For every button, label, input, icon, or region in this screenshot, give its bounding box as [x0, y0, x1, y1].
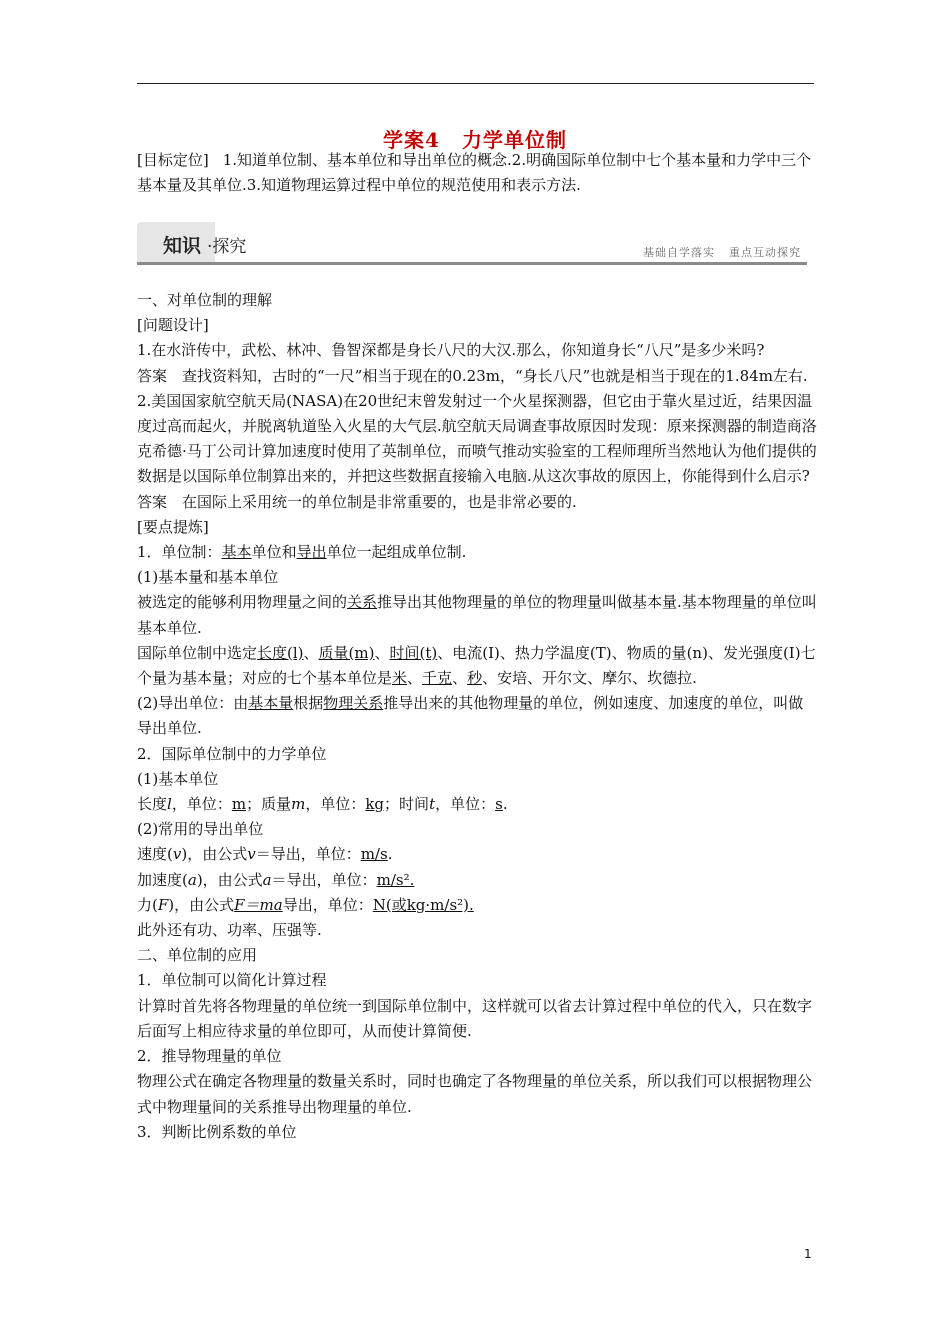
variable: a	[262, 870, 272, 889]
text-run: ＝导出，单位：	[255, 845, 361, 864]
force-line	[137, 893, 817, 918]
text-run: 推导出来的其他物理量的单位，例如速度、加速度的单位，叫做导出单位.	[137, 694, 804, 738]
main-content	[137, 288, 817, 1145]
text-run: 长度	[137, 795, 168, 814]
answer-blank: s	[495, 795, 503, 814]
application-1-text: 计算时首先将各物理量的单位统一到国际单位制中，这样就可以省去计算过程中单位的代入，只在数字后面写上相应待求量的单位即可，从而使计算简便.	[137, 996, 813, 1040]
objective-paragraph	[137, 148, 817, 198]
text-run: ；质量	[246, 795, 292, 814]
acceleration-line	[137, 868, 817, 893]
answer-blank: 导出	[296, 543, 327, 562]
variable: t	[429, 795, 436, 814]
page-number: 1	[804, 1247, 812, 1261]
answer-blank: 长度(l)	[257, 643, 304, 662]
text-run: )，由公式	[168, 895, 235, 914]
answer-blank: 米	[392, 669, 408, 688]
text-run: 推导出其他物理量的单位的物理量叫做基本量.基本物理量的单位叫基本单位.	[137, 593, 817, 637]
banner-title-main: 知识	[163, 235, 202, 257]
text-run: (2)导出单位：由	[137, 694, 249, 713]
text-run: .	[502, 795, 508, 814]
banner-tagline-b: 重点互动探究	[729, 246, 801, 259]
text-run: 国际单位制中选定	[137, 643, 258, 662]
text-run: 、	[452, 669, 468, 688]
variable: l	[167, 795, 172, 814]
text-run: 、	[407, 669, 423, 688]
answer-blank: 千克	[422, 669, 453, 688]
text-run: 、	[303, 643, 319, 662]
answer-blank: m/s².	[376, 870, 415, 889]
section-heading-2: 二、单位制的应用	[137, 946, 258, 965]
text-run: ；时间	[384, 795, 430, 814]
text-run: ＝导出，单位：	[271, 870, 377, 889]
banner-title	[163, 231, 246, 258]
point-1	[137, 540, 817, 565]
answer-1: 答案 查找资料知，古时的“一尺”相当于现在的0.23m，“身长八尺”也就是相当于现在的1.84m左右.	[137, 366, 808, 385]
answer-blank: kg	[365, 795, 385, 814]
banner-rule	[137, 262, 807, 265]
variable: v	[247, 845, 256, 864]
objective-text: 1.知道单位制、基本单位和导出单位的概念.2.明确国际单位制中七个基本量和力学中三个基本量及其单位.3.知道物理运算过程中单位的规范使用和表示方法.	[137, 151, 812, 194]
point-1a-text	[137, 590, 817, 640]
answer-blank: 秒	[467, 669, 483, 688]
section-banner	[137, 222, 807, 266]
point-1a-heading: (1)基本量和基本单位	[137, 568, 279, 587]
answer-2: 答案 在国际上采用统一的单位制是非常重要的，也是非常必要的.	[137, 492, 577, 511]
key-points-label: [要点提炼]	[137, 517, 209, 536]
variable: a	[187, 870, 197, 889]
answer-blank: m	[231, 795, 247, 814]
text-run: 单位和	[251, 543, 297, 562]
banner-tagline-a: 基础自学落实	[643, 246, 715, 259]
point-1b	[137, 691, 817, 741]
text-run: .	[387, 845, 393, 864]
text-run: 加速度(	[137, 870, 188, 889]
text-run: )，由公式	[181, 845, 248, 864]
text-run: ，单位：	[435, 795, 496, 814]
question-2: 2.美国国家航空航天局(NASA)在20世纪末曾发射过一个火星探测器，但它由于靠火星过近，结果因温度过高而起火，并脱离轨道坠入火星的大气层.航空航天局调查事故原因时发现：原来探测器的制造商洛克希德·马丁公司计算加速度时使用了英制单位，而喷气推动实验室的工程师理所当然地认为他们提供的数据是以国际单位制算出来的，并把这些数据直接输入电脑.从这次事故的原因上，你能得到什么启示?	[137, 391, 817, 486]
application-2-heading: 2．推导物理量的单位	[137, 1047, 282, 1066]
text-run: 力(	[137, 895, 158, 914]
question-1: 1.在水浒传中，武松、林冲、鲁智深都是身长八尺的大汉.那么，你知道身长“八尺”是多少米吗?	[137, 341, 765, 360]
variable: m	[291, 795, 306, 814]
title-main: 学案4	[383, 128, 440, 152]
banner-subtitle: ·探究	[207, 237, 247, 257]
text-run: 、安培、开尔文、摩尔、坎德拉.	[482, 669, 697, 688]
text-run: 速度(	[137, 845, 173, 864]
base-units-line	[137, 792, 817, 817]
point-2b-heading: (2)常用的导出单位	[137, 820, 264, 839]
answer-blank: m/s	[360, 845, 388, 864]
text-run: ，单位：	[305, 795, 366, 814]
variable: v	[172, 845, 182, 864]
header-rule	[137, 83, 814, 84]
application-2-text: 物理公式在确定各物理量的数量关系时，同时也确定了各物理量的单位关系，所以我们可以根据物理公式中物理量间的关系推导出物理量的单位.	[137, 1072, 813, 1116]
si-base-quantities	[137, 641, 817, 691]
answer-blank: 质量(m)	[318, 643, 375, 662]
answer-blank: 关系	[347, 593, 378, 612]
text-run: 、电流(I)、热力学温度(T)、物质的量(n)、发光强度(I)七个量为基本量；对应的七个基本单位是	[137, 643, 816, 688]
answer-blank: 时间(t)	[389, 643, 438, 662]
text-run: ，单位：	[171, 795, 232, 814]
point-2c: 此外还有功、功率、压强等.	[137, 921, 322, 940]
answer-blank: 基本	[221, 543, 252, 562]
text-run: )，由公式	[196, 870, 263, 889]
banner-tagline	[643, 244, 801, 260]
velocity-line	[137, 842, 817, 867]
answer-blank: 基本量	[248, 694, 294, 713]
title-sub: 力学单位制	[461, 128, 567, 152]
text-run: 1．单位制：	[137, 543, 222, 562]
question-design-label: [问题设计]	[137, 316, 209, 335]
point-2-heading: 2．国际单位制中的力学单位	[137, 744, 327, 763]
text-run: 被选定的能够利用物理量之间的	[137, 593, 348, 612]
objective-label: [目标定位]	[137, 151, 209, 169]
section-heading-1: 一、对单位制的理解	[137, 291, 273, 309]
application-3-heading: 3．判断比例系数的单位	[137, 1122, 297, 1141]
answer-blank: 物理关系	[323, 694, 384, 713]
formula: F＝ma	[234, 895, 283, 914]
variable: F	[157, 895, 169, 914]
text-run: 导出，单位：	[282, 895, 373, 914]
text-run: 根据	[293, 694, 324, 713]
application-1-heading: 1．单位制可以简化计算过程	[137, 971, 327, 990]
text-run: 单位一起组成单位制.	[326, 543, 467, 562]
answer-blank: N(或kg·m/s²).	[372, 895, 474, 914]
text-run: 、	[374, 643, 390, 662]
point-2a-heading: (1)基本单位	[137, 769, 219, 788]
